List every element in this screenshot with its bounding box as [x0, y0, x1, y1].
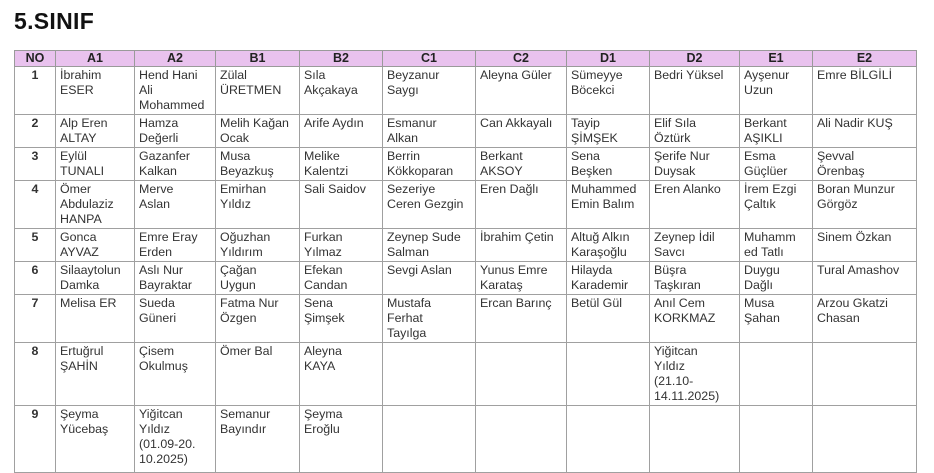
student-name: Betül Gül	[571, 296, 622, 310]
student-name: Zülal ÜRETMEN	[220, 68, 282, 97]
column-header-c2: C2	[476, 51, 567, 67]
student-cell	[740, 115, 813, 148]
student-name: Emre Eray Erden	[139, 230, 198, 259]
student-name: Zeynep Sude Salman	[387, 230, 461, 259]
student-cell	[216, 343, 300, 406]
student-cell	[813, 295, 917, 343]
student-name: Ercan Barınç	[480, 296, 552, 310]
student-cell	[383, 343, 476, 406]
student-cell	[300, 343, 383, 406]
student-name: Yunus Emre Karataş	[480, 263, 548, 292]
student-name: Yiğitcan Yıldız (01.09-20. 10.2025)	[139, 407, 196, 466]
student-name: Sümeyye Böcekci	[571, 68, 623, 97]
student-cell	[567, 229, 650, 262]
student-cell	[56, 148, 135, 181]
student-cell	[650, 262, 740, 295]
student-name: Arife Aydın	[304, 116, 364, 130]
row-number: 9	[15, 406, 56, 473]
student-name: Mustafa Ferhat Tayılga	[387, 296, 432, 340]
table-row	[15, 181, 917, 229]
student-name: Şerife Nur Duysak	[654, 149, 710, 178]
student-cell	[650, 67, 740, 115]
student-cell	[135, 181, 216, 229]
student-name: Tural Amashov	[817, 263, 900, 277]
student-name: Melike Kalentzi	[304, 149, 349, 178]
student-name: Ömer Abdulaziz HANPA	[60, 182, 114, 226]
student-cell	[135, 229, 216, 262]
student-cell	[56, 295, 135, 343]
student-cell	[476, 262, 567, 295]
student-cell	[135, 115, 216, 148]
student-cell	[300, 406, 383, 473]
student-name: Boran Munzur Görgöz	[817, 182, 895, 211]
student-name: Gazanfer Kalkan	[139, 149, 190, 178]
student-cell	[476, 67, 567, 115]
column-header-b1: B1	[216, 51, 300, 67]
student-cell	[476, 229, 567, 262]
student-name: Furkan Yılmaz	[304, 230, 343, 259]
student-cell	[56, 262, 135, 295]
student-cell	[813, 148, 917, 181]
student-cell	[813, 262, 917, 295]
student-cell	[56, 406, 135, 473]
student-name: Sena Şimşek	[304, 296, 345, 325]
student-cell	[813, 343, 917, 406]
student-name: Çisem Okulmuş	[139, 344, 188, 373]
student-cell	[216, 406, 300, 473]
student-name: Berkant AŞIKLI	[744, 116, 787, 145]
table-header-row	[15, 51, 917, 67]
student-cell	[135, 406, 216, 473]
student-name: Muhamm ed Tatlı	[744, 230, 796, 259]
table-row	[15, 229, 917, 262]
column-header-e2: E2	[813, 51, 917, 67]
student-name: Efekan Candan	[304, 263, 348, 292]
student-name: Aleyna Güler	[480, 68, 552, 82]
student-name: Büşra Taşkıran	[654, 263, 701, 292]
student-cell	[650, 343, 740, 406]
student-name: Hilayda Karademir	[571, 263, 629, 292]
student-cell	[383, 229, 476, 262]
student-name: Sueda Güneri	[139, 296, 177, 325]
column-header-d2: D2	[650, 51, 740, 67]
student-cell	[383, 262, 476, 295]
student-cell	[383, 115, 476, 148]
student-name: Melisa ER	[60, 296, 117, 310]
student-cell	[383, 406, 476, 473]
student-name: Musa Şahan	[744, 296, 780, 325]
table-row	[15, 295, 917, 343]
student-name: Eren Dağlı	[480, 182, 539, 196]
student-cell	[650, 181, 740, 229]
row-number: 2	[15, 115, 56, 148]
student-cell	[383, 181, 476, 229]
row-number: 7	[15, 295, 56, 343]
student-cell	[216, 67, 300, 115]
student-cell	[383, 295, 476, 343]
student-name: Emre BİLGİLİ	[817, 68, 893, 82]
student-cell	[216, 295, 300, 343]
student-name: Melih Kağan Ocak	[220, 116, 289, 145]
column-header-d1: D1	[567, 51, 650, 67]
student-name: Zeynep İdil Savcı	[654, 230, 715, 259]
student-cell	[650, 229, 740, 262]
student-cell	[56, 181, 135, 229]
student-name: Berkant AKSOY	[480, 149, 523, 178]
student-cell	[567, 181, 650, 229]
student-name: İrem Ezgi Çaltık	[744, 182, 797, 211]
student-cell	[813, 229, 917, 262]
class-roster-table	[14, 50, 917, 473]
student-cell	[650, 295, 740, 343]
column-header-b2: B2	[300, 51, 383, 67]
student-cell	[135, 262, 216, 295]
student-cell	[300, 115, 383, 148]
student-cell	[650, 115, 740, 148]
student-cell	[216, 181, 300, 229]
student-cell	[567, 148, 650, 181]
student-name: Duygu Dağlı	[744, 263, 780, 292]
student-cell	[216, 229, 300, 262]
student-cell	[740, 67, 813, 115]
student-cell	[383, 67, 476, 115]
student-name: Çağan Uygun	[220, 263, 257, 292]
student-cell	[300, 181, 383, 229]
student-cell	[567, 406, 650, 473]
student-name: Alp Eren ALTAY	[60, 116, 108, 145]
student-name: Esma Güçlüer	[744, 149, 788, 178]
student-cell	[813, 181, 917, 229]
student-cell	[740, 148, 813, 181]
student-name: Aslı Nur Bayraktar	[139, 263, 193, 292]
student-cell	[740, 295, 813, 343]
student-cell	[740, 343, 813, 406]
student-cell	[740, 229, 813, 262]
student-name: Hend Hani Ali Mohammed	[139, 68, 205, 112]
student-name: Anıl Cem KORKMAZ	[654, 296, 716, 325]
student-name: Yiğitcan Yıldız (21.10- 14.11.2025)	[654, 344, 720, 403]
student-cell	[135, 148, 216, 181]
column-header-c1: C1	[383, 51, 476, 67]
student-name: Merve Aslan	[139, 182, 174, 211]
student-cell	[135, 67, 216, 115]
student-cell	[56, 115, 135, 148]
student-name: Muhammed Emin Balım	[571, 182, 637, 211]
student-cell	[216, 262, 300, 295]
student-cell	[476, 295, 567, 343]
page-title: 5.SINIF	[14, 8, 95, 34]
student-cell	[476, 406, 567, 473]
column-header-e1: E1	[740, 51, 813, 67]
row-number: 8	[15, 343, 56, 406]
student-cell	[567, 67, 650, 115]
column-header-no: NO	[15, 51, 56, 67]
row-number: 4	[15, 181, 56, 229]
student-cell	[476, 115, 567, 148]
student-cell	[56, 229, 135, 262]
student-cell	[567, 295, 650, 343]
student-name: İbrahim Çetin	[480, 230, 554, 244]
column-header-a1: A1	[56, 51, 135, 67]
student-name: Bedri Yüksel	[654, 68, 724, 82]
student-cell	[300, 67, 383, 115]
table-row	[15, 343, 917, 406]
student-cell	[383, 148, 476, 181]
student-cell	[650, 406, 740, 473]
student-name: Esmanur Alkan	[387, 116, 437, 145]
student-name: Can Akkayalı	[480, 116, 553, 130]
student-name: Gonca AYVAZ	[60, 230, 99, 259]
student-name: Elif Sıla Öztürk	[654, 116, 697, 145]
student-cell	[135, 295, 216, 343]
row-number: 1	[15, 67, 56, 115]
student-name: Ali Nadir KUŞ	[817, 116, 893, 130]
student-name: Aleyna KAYA	[304, 344, 342, 373]
student-name: Eren Alanko	[654, 182, 721, 196]
student-name: Sali Saidov	[304, 182, 366, 196]
student-cell	[740, 262, 813, 295]
student-name: Sıla Akçakaya	[304, 68, 358, 97]
student-name: Şevval Örenbaş	[817, 149, 865, 178]
student-name: Altuğ Alkın Karaşoğlu	[571, 230, 630, 259]
student-cell	[476, 181, 567, 229]
table-row	[15, 148, 917, 181]
student-name: Fatma Nur Özgen	[220, 296, 279, 325]
student-name: Şeyma Eroğlu	[304, 407, 343, 436]
student-name: Sinem Özkan	[817, 230, 892, 244]
student-name: Berrin Kökkoparan	[387, 149, 454, 178]
student-cell	[300, 148, 383, 181]
student-cell	[740, 181, 813, 229]
student-name: Beyzanur Saygı	[387, 68, 440, 97]
student-name: Sevgi Aslan	[387, 263, 452, 277]
student-name: İbrahim ESER	[60, 68, 102, 97]
student-name: Arzou Gkatzi Chasan	[817, 296, 888, 325]
table-row	[15, 115, 917, 148]
student-name: Hamza Değerli	[139, 116, 179, 145]
student-cell	[650, 148, 740, 181]
student-cell	[216, 115, 300, 148]
student-name: Oğuzhan Yıldırım	[220, 230, 271, 259]
student-cell	[300, 262, 383, 295]
student-name: Şeyma Yücebaş	[60, 407, 109, 436]
table-row	[15, 406, 917, 473]
table-row	[15, 67, 917, 115]
student-name: Silaaytolun Damka	[60, 263, 121, 292]
student-cell	[740, 406, 813, 473]
student-name: Ömer Bal	[220, 344, 273, 358]
student-name: Ayşenur Uzun	[744, 68, 790, 97]
student-cell	[56, 343, 135, 406]
student-name: Musa Beyazkuş	[220, 149, 274, 178]
student-cell	[300, 229, 383, 262]
row-number: 5	[15, 229, 56, 262]
student-cell	[135, 343, 216, 406]
student-name: Eylül TUNALI	[60, 149, 105, 178]
student-cell	[813, 115, 917, 148]
student-cell	[216, 148, 300, 181]
row-number: 3	[15, 148, 56, 181]
student-cell	[813, 406, 917, 473]
student-cell	[813, 67, 917, 115]
student-cell	[476, 343, 567, 406]
student-cell	[476, 148, 567, 181]
student-name: Ertuğrul ŞAHİN	[60, 344, 104, 373]
row-number: 6	[15, 262, 56, 295]
student-name: Sena Beşken	[571, 149, 613, 178]
student-name: Sezeriye Ceren Gezgin	[387, 182, 464, 211]
student-cell	[567, 262, 650, 295]
student-cell	[56, 67, 135, 115]
student-name: Emirhan Yıldız	[220, 182, 267, 211]
student-name: Tayip ŞİMŞEK	[571, 116, 618, 145]
student-cell	[300, 295, 383, 343]
table-row	[15, 262, 917, 295]
student-cell	[567, 343, 650, 406]
student-name: Semanur Bayındır	[220, 407, 271, 436]
student-cell	[567, 115, 650, 148]
column-header-a2: A2	[135, 51, 216, 67]
